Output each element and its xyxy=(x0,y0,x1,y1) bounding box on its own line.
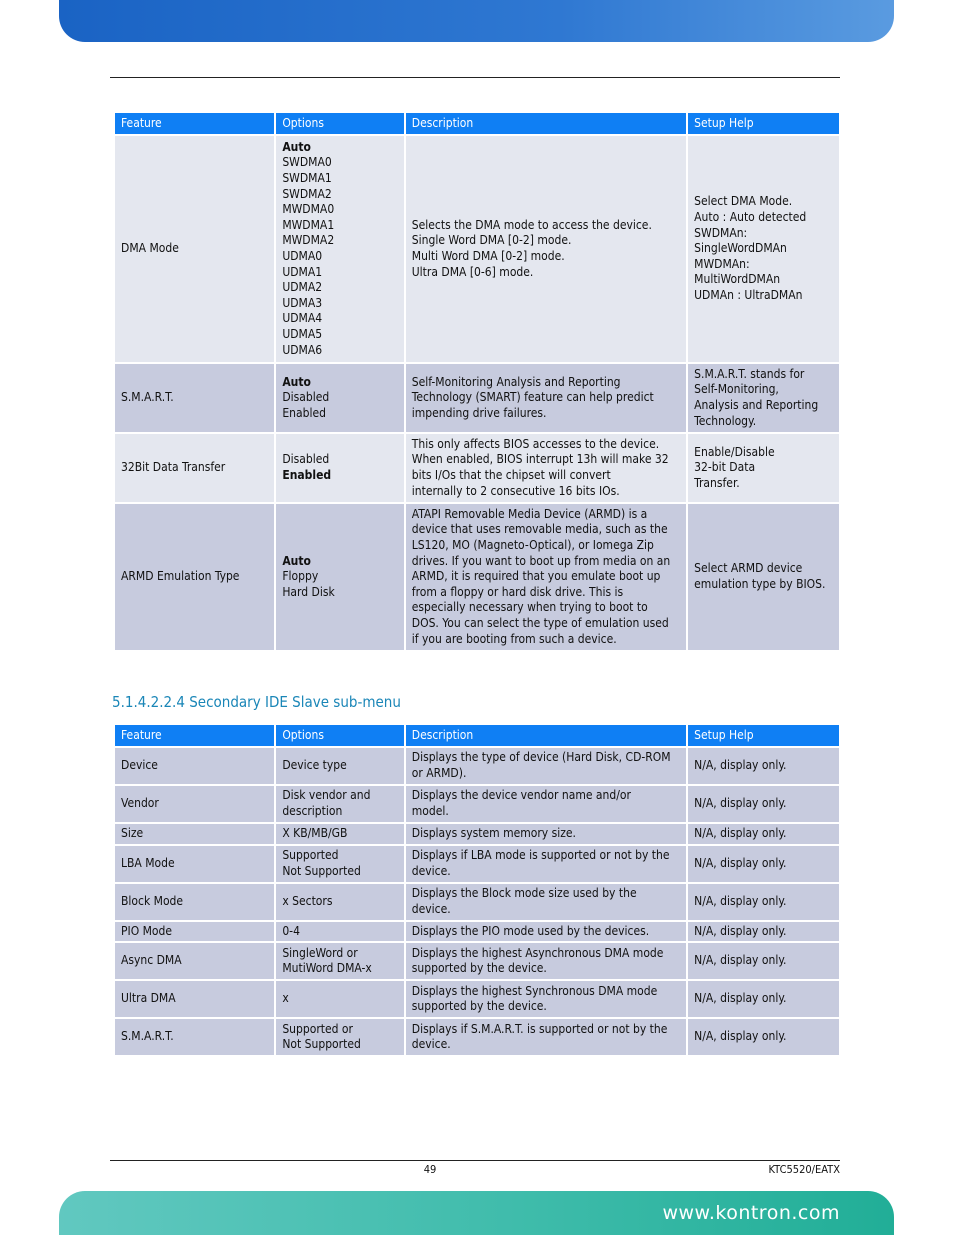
description-line: Self-Monitoring Analysis and Reporting xyxy=(411,374,621,389)
description-line: internally to 2 consecutive 16 bits IOs. xyxy=(411,483,620,498)
help-line: emulation type by BIOS. xyxy=(694,577,826,591)
options-cell xyxy=(276,943,403,979)
description-line: Displays the PIO mode used by the devices. xyxy=(411,923,650,938)
setup-help-cell xyxy=(688,922,839,942)
feature-name: LBA Mode xyxy=(121,855,175,870)
description-line: Displays the highest Asynchronous DMA mode xyxy=(411,945,664,960)
option-item: Supported or xyxy=(282,1021,353,1036)
help-line: SWDMAn: xyxy=(694,225,748,240)
help-line: N/A, display only. xyxy=(694,953,787,968)
header-options: Options xyxy=(276,725,403,746)
description-line: Selects the DMA mode to access the device. xyxy=(411,217,652,232)
feature-cell xyxy=(115,824,274,844)
description-line: supported by the device. xyxy=(411,999,547,1014)
help-line: Select DMA Mode. xyxy=(694,194,793,209)
option-item: UDMA2 xyxy=(282,280,323,295)
description-line: This only affects BIOS accesses to the device. xyxy=(411,436,660,451)
description-cell xyxy=(406,136,686,362)
options-cell xyxy=(276,1019,403,1055)
options-cell xyxy=(276,824,403,844)
description-line: model. xyxy=(411,804,449,818)
options-cell xyxy=(276,434,403,502)
description-cell xyxy=(406,504,686,650)
help-line: N/A, display only. xyxy=(694,991,787,1006)
help-line: N/A, display only. xyxy=(694,1029,787,1044)
help-line: N/A, display only. xyxy=(694,826,787,840)
feature-name: Vendor xyxy=(121,796,159,811)
feature-cell xyxy=(115,748,274,784)
options-cell xyxy=(276,504,403,650)
option-item: X KB/MB/GB xyxy=(282,826,348,840)
table-row xyxy=(115,922,839,942)
options-cell xyxy=(276,846,403,882)
header-description: Description xyxy=(406,113,686,134)
option-item: SWDMA2 xyxy=(282,186,332,201)
feature-cell xyxy=(115,1019,274,1055)
setup-help-cell xyxy=(688,943,839,979)
footer-divider xyxy=(110,1160,840,1161)
table-header-row xyxy=(115,113,839,134)
options-cell xyxy=(276,136,403,362)
table-row xyxy=(115,981,839,1017)
description-line: especially necessary when trying to boot to xyxy=(411,600,648,615)
header-divider xyxy=(110,77,840,78)
help-line: N/A, display only. xyxy=(694,893,787,908)
table-row xyxy=(115,364,839,432)
feature-name: 32Bit Data Transfer xyxy=(121,460,226,475)
default-option: Auto xyxy=(282,374,311,389)
table-row xyxy=(115,846,839,882)
header-description: Description xyxy=(406,725,686,746)
setup-help-cell xyxy=(688,748,839,784)
options-cell xyxy=(276,748,403,784)
feature-cell xyxy=(115,922,274,942)
help-line: N/A, display only. xyxy=(694,855,787,870)
help-line: SingleWordDMAn xyxy=(694,241,787,256)
help-line: Auto : Auto detected xyxy=(694,210,807,225)
feature-cell xyxy=(115,504,274,650)
option-item: Disk vendor and xyxy=(282,788,371,803)
help-line: Transfer. xyxy=(694,475,740,490)
description-line: device. xyxy=(411,863,451,878)
help-line: Enable/Disable xyxy=(694,444,775,459)
table-row xyxy=(115,504,839,650)
header-options: Options xyxy=(276,113,403,134)
option-item: UDMA4 xyxy=(282,311,323,326)
description-line: or ARMD). xyxy=(411,766,467,780)
header-feature: Feature xyxy=(115,113,274,134)
description-cell xyxy=(406,981,686,1017)
help-line: Select ARMD device xyxy=(694,561,803,576)
description-line: LS120, MO (Magneto-Optical), or Iomega Zip xyxy=(411,538,654,553)
option-item: Enabled xyxy=(282,405,326,420)
option-item: Disabled xyxy=(282,390,330,405)
feature-name: Device xyxy=(121,758,158,773)
feature-name: S.M.A.R.T. xyxy=(121,390,174,405)
section-heading: 5.1.4.2.2.4 Secondary IDE Slave sub-menu xyxy=(112,693,401,711)
feature-name: PIO Mode xyxy=(121,923,173,938)
top-banner xyxy=(59,0,894,42)
description-cell xyxy=(406,786,686,822)
help-line: MultiWordDMAn xyxy=(694,272,781,287)
options-cell xyxy=(276,364,403,432)
website-link[interactable]: www.kontron.com xyxy=(662,1202,840,1224)
option-item: description xyxy=(282,804,343,818)
description-line: impending drive failures. xyxy=(411,405,547,420)
option-item: MWDMA1 xyxy=(282,217,335,232)
description-line: Displays if LBA mode is supported or not by the xyxy=(411,848,670,862)
options-cell xyxy=(276,786,403,822)
table-header-row xyxy=(115,725,839,746)
description-cell xyxy=(406,846,686,882)
option-item: MWDMA2 xyxy=(282,233,335,248)
header-setup-help: Setup Help xyxy=(688,725,839,746)
option-item: Supported xyxy=(282,848,339,862)
option-item: 0-4 xyxy=(282,923,300,938)
description-cell xyxy=(406,748,686,784)
setup-help-cell xyxy=(688,136,839,362)
table-row xyxy=(115,824,839,844)
default-option: Enabled xyxy=(282,468,332,482)
option-item: UDMA0 xyxy=(282,249,323,263)
option-item: Not Supported xyxy=(282,1037,361,1052)
description-line: if you are booting from such a device. xyxy=(411,631,617,646)
help-line: N/A, display only. xyxy=(694,923,787,938)
description-cell xyxy=(406,434,686,502)
description-line: supported by the device. xyxy=(411,961,547,976)
description-line: Displays the highest Synchronous DMA mode xyxy=(411,983,658,998)
feature-cell xyxy=(115,434,274,502)
setup-help-cell xyxy=(688,846,839,882)
option-item: SWDMA0 xyxy=(282,155,332,170)
description-line: Single Word DMA [0-2] mode. xyxy=(411,233,572,248)
setup-help-cell xyxy=(688,364,839,432)
description-line: Multi Word DMA [0-2] mode. xyxy=(411,249,565,263)
description-cell xyxy=(406,884,686,920)
option-item: Device type xyxy=(282,758,347,773)
help-line: Technology. xyxy=(694,413,757,428)
table-row xyxy=(115,136,839,362)
table-row xyxy=(115,748,839,784)
feature-cell xyxy=(115,136,274,362)
setup-help-cell xyxy=(688,504,839,650)
option-item: Not Supported xyxy=(282,863,361,878)
option-item: MWDMA0 xyxy=(282,202,335,217)
description-line: ATAPI Removable Media Device (ARMD) is a xyxy=(411,506,648,521)
description-line: Displays the type of device (Hard Disk, CD-ROM xyxy=(411,750,671,765)
feature-cell xyxy=(115,786,274,822)
option-item: x Sectors xyxy=(282,893,333,908)
feature-cell xyxy=(115,364,274,432)
setup-help-cell xyxy=(688,1019,839,1055)
table-row xyxy=(115,943,839,979)
feature-cell xyxy=(115,884,274,920)
option-item: UDMA3 xyxy=(282,295,323,310)
feature-name: Ultra DMA xyxy=(121,991,176,1006)
options-cell xyxy=(276,884,403,920)
option-item: UDMA1 xyxy=(282,264,323,279)
help-line: S.M.A.R.T. stands for xyxy=(694,366,805,381)
feature-name: ARMD Emulation Type xyxy=(121,569,240,584)
description-line: Technology (SMART) feature can help predict xyxy=(411,390,654,405)
description-line: from a floppy or hard disk drive. This is xyxy=(411,584,624,599)
option-item: Hard Disk xyxy=(282,584,335,599)
setup-help-cell xyxy=(688,981,839,1017)
description-line: Displays if S.M.A.R.T. is supported or not by the xyxy=(411,1021,668,1036)
help-line: UDMAn : UltraDMAn xyxy=(694,287,803,302)
description-line: Displays system memory size. xyxy=(411,826,576,840)
description-line: Displays the device vendor name and/or xyxy=(411,788,631,803)
setup-help-cell xyxy=(688,884,839,920)
feature-name: DMA Mode xyxy=(121,241,179,256)
help-line: Self-Monitoring, xyxy=(694,382,779,397)
option-item: UDMA5 xyxy=(282,326,323,341)
description-cell xyxy=(406,364,686,432)
help-line: Analysis and Reporting xyxy=(694,398,819,412)
document-id: KTC5520/EATX xyxy=(768,1163,840,1176)
description-line: When enabled, BIOS interrupt 13h will make 32 xyxy=(411,452,669,467)
header-setup-help: Setup Help xyxy=(688,113,839,134)
option-item: SWDMA1 xyxy=(282,171,332,186)
description-line: device that uses removable media, such as the xyxy=(411,522,668,537)
setup-help-cell xyxy=(688,434,839,502)
secondary-ide-slave-table xyxy=(113,723,841,1057)
description-line: drives. If you want to boot up from media on an xyxy=(411,553,671,568)
option-item: MutiWord DMA-x xyxy=(282,961,372,976)
default-option: Auto xyxy=(282,553,311,568)
setup-help-cell xyxy=(688,824,839,844)
page-number: 49 xyxy=(423,1163,437,1176)
option-item: Disabled xyxy=(282,452,330,467)
help-line: N/A, display only. xyxy=(694,758,787,773)
table-row xyxy=(115,434,839,502)
feature-name: S.M.A.R.T. xyxy=(121,1029,174,1044)
description-line: Displays the Block mode size used by the xyxy=(411,886,637,900)
dma-settings-table xyxy=(113,111,841,652)
setup-help-cell xyxy=(688,786,839,822)
bottom-banner xyxy=(59,1191,894,1235)
feature-cell xyxy=(115,846,274,882)
feature-name: Size xyxy=(121,826,144,840)
default-option: Auto xyxy=(282,139,311,154)
description-line: ARMD, it is required that you emulate boot up xyxy=(411,569,661,584)
option-item: x xyxy=(282,991,289,1006)
help-line: N/A, display only. xyxy=(694,796,787,811)
option-item: Floppy xyxy=(282,569,319,584)
option-item: SingleWord or xyxy=(282,945,358,960)
feature-cell xyxy=(115,981,274,1017)
header-feature: Feature xyxy=(115,725,274,746)
description-cell xyxy=(406,922,686,942)
description-line: device. xyxy=(411,901,451,916)
description-cell xyxy=(406,824,686,844)
description-line: device. xyxy=(411,1037,451,1052)
table-row xyxy=(115,884,839,920)
description-cell xyxy=(406,1019,686,1055)
description-line: Ultra DMA [0-6] mode. xyxy=(411,264,534,279)
table-row xyxy=(115,786,839,822)
feature-cell xyxy=(115,943,274,979)
help-line: 32-bit Data xyxy=(694,460,756,475)
options-cell xyxy=(276,981,403,1017)
description-cell xyxy=(406,943,686,979)
table-row xyxy=(115,1019,839,1055)
feature-name: Block Mode xyxy=(121,893,184,908)
description-line: bits I/Os that the chipset will convert xyxy=(411,468,611,482)
option-item: UDMA6 xyxy=(282,342,323,357)
help-line: MWDMAn: xyxy=(694,256,750,271)
feature-name: Async DMA xyxy=(121,953,182,968)
description-line: DOS. You can select the type of emulation used xyxy=(411,615,669,630)
options-cell xyxy=(276,922,403,942)
